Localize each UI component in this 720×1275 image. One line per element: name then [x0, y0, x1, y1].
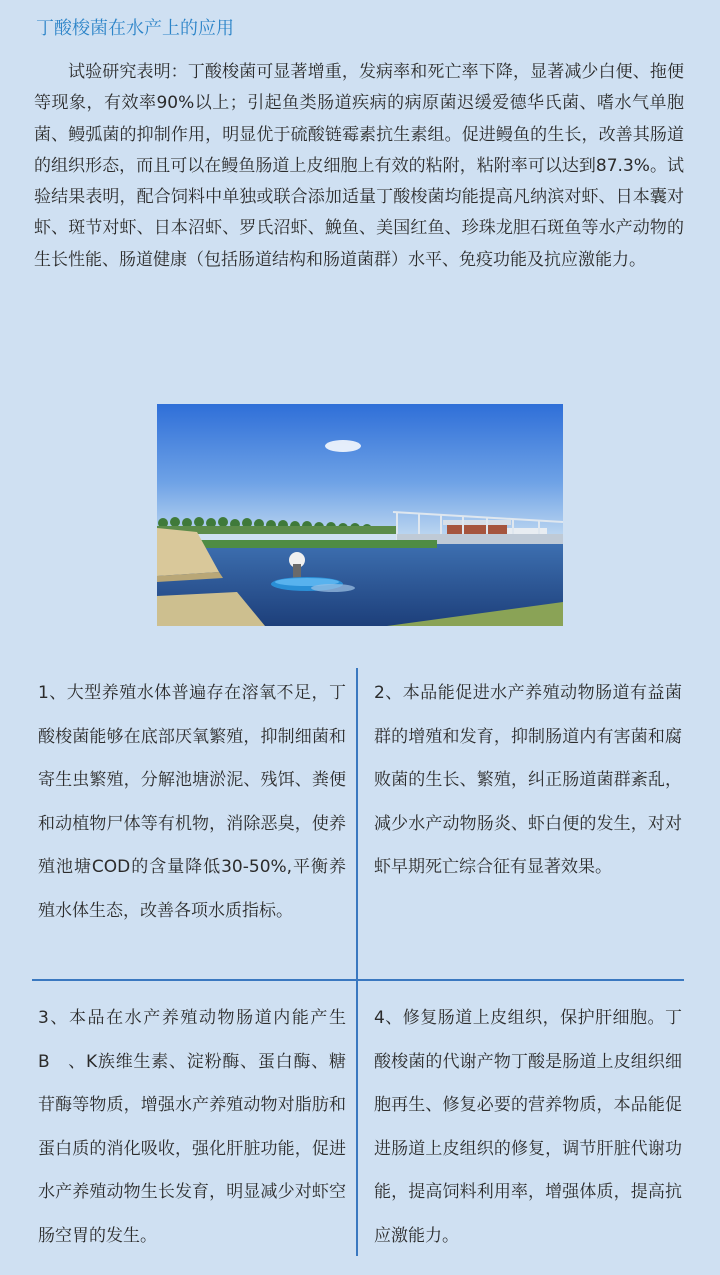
page-title: 丁酸梭菌在水产上的应用 [36, 18, 234, 39]
aquaculture-pond-photo [157, 404, 563, 626]
intro-paragraph: 试验研究表明：丁酸梭菌可显著增重，发病率和死亡率下降，显著减少白便、拖便等现象，有效率90%以上；引起鱼类肠道疾病的病原菌迟缓爱德华氏菌、嗜水气单胞菌、鳗弧菌的抑制作用，明显优于硫酸链霉素抗生素组。促进鳗鱼的生长，改善其肠道的组织形态，而且可以在鳗鱼肠道上皮细胞上有效的粘附，粘附率可以达到87.3%。试验结果表明，配合饲料中单独或联合添加适量丁酸梭菌均能提高凡纳滨对虾、日本囊对虾、斑节对虾、日本沼虾、罗氏沼虾、鮸鱼、美国红鱼、珍珠龙胆石斑鱼等水产动物的生长性能、肠道健康（包括肠道结构和肠道菌群）水平、免疫功能及抗应激能力。 [34, 62, 684, 270]
grid-horizontal-divider [32, 979, 684, 981]
benefit-cell-1: 1、大型养殖水体普遍存在溶氧不足，丁酸梭菌能够在底部厌氧繁殖，抑制细菌和寄生虫繁殖，分解池塘淤泥、残饵、粪便和动植物尸体等有机物，消除恶臭，使养殖池塘COD的含量降低30-50%,平衡养殖水体生态，改善各项水质指标。 [38, 683, 346, 921]
benefit-cell-3: 3、本品在水产养殖动物肠道内能产生B 、K族维生素、淀粉酶、蛋白酶、糖苷酶等物质，增强水产养殖动物对脂肪和蛋白质的消化吸收，强化肝脏功能，促进水产养殖动物生长发育，明显减少对虾空肠空胃的发生。 [38, 1008, 346, 1246]
benefits-grid [32, 668, 684, 1258]
benefit-cell-4: 4、修复肠道上皮组织，保护肝细胞。丁酸梭菌的代谢产物丁酸是肠道上皮组织细胞再生、修复必要的营养物质，本品能促进肠道上皮组织的修复，调节肝脏代谢功能，提高饲料利用率，增强体质，提高抗应激能力。 [374, 1008, 682, 1246]
grid-vertical-divider [356, 668, 358, 1256]
benefit-cell-2: 2、本品能促进水产养殖动物肠道有益菌群的增殖和发育，抑制肠道内有害菌和腐败菌的生长、繁殖，纠正肠道菌群紊乱，减少水产动物肠炎、虾白便的发生，对对虾早期死亡综合征有显著效果。 [374, 683, 682, 878]
